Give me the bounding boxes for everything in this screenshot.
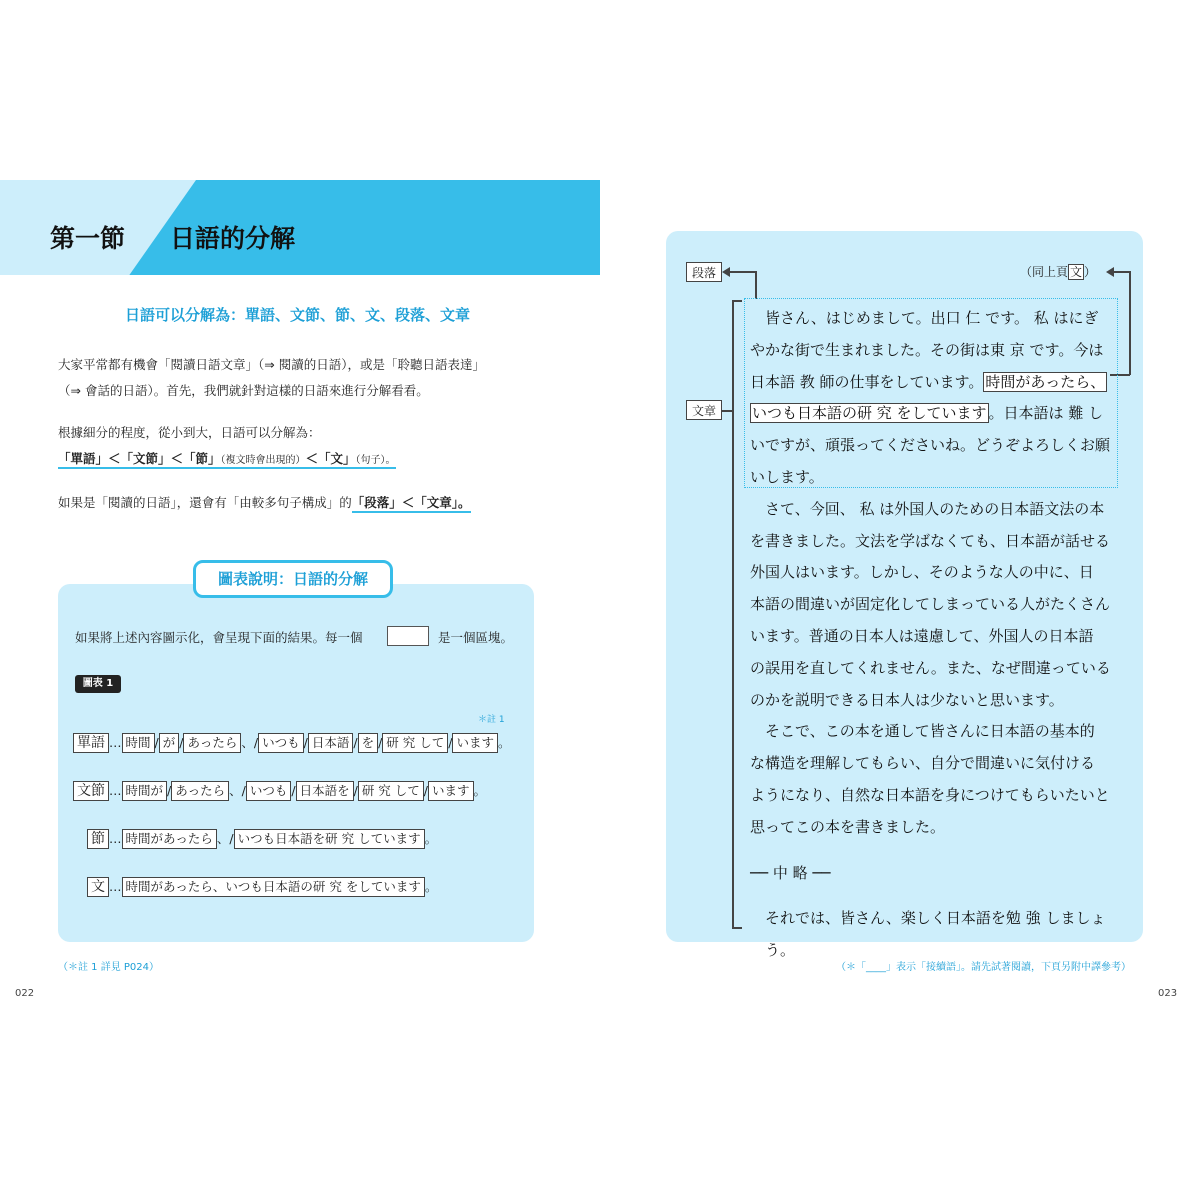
text-line: 本語の間違いが固定化してしまっている人がたくさん <box>750 595 1111 614</box>
text-line: いつも日本語の研 究 をしています 。日本語は 難 し <box>752 404 1104 423</box>
paragraph-text-hierarchy: 「段落」＜「文章」。 <box>352 495 471 513</box>
ditto-note: （同上頁 文 ） <box>1020 265 1097 279</box>
text-bracket <box>732 927 742 929</box>
row-label: 節 <box>87 829 109 849</box>
intro-line: （⇒ 會話的日語）。首先，我們就針對這樣的日語來進行分解看看。 <box>58 383 429 398</box>
text-line: さて、今回、 私 は外国人のための日本語文法の本 <box>765 499 1105 518</box>
text-line: やかな街で生まれました。その街は東 京 です。今は <box>750 340 1104 359</box>
text-line: の誤用を直してくれません。また、なぜ間違っている <box>750 658 1111 677</box>
text-bracket <box>732 300 734 928</box>
intro-paragraph-2 <box>58 420 538 474</box>
intro-line: 大家平常都有機會「閱讀日語文章」（⇒ 閱讀的日語），或是「聆聽日語表達」 <box>58 357 485 372</box>
text-line: 皆さん、はじめまして。出口 仁 です。 私 はにぎ <box>765 309 1099 327</box>
text-line: ようになり、自然な日本語を身につけてもらいたいと <box>750 785 1110 804</box>
row-setsu: 節 … 時間があったら 、/ いつも日本語を研 究 しています 。 <box>87 829 437 849</box>
text-line: 思ってこの本を書きました。 <box>750 817 946 836</box>
arrow-head-icon <box>1106 267 1114 277</box>
page-number-left: 022 <box>15 988 35 999</box>
text-bracket <box>732 300 742 302</box>
diagram-intro: 如果將上述內容圖示化，會呈現下面的結果。每一個 <box>75 630 363 645</box>
section-title: 日語的分解 <box>170 224 296 253</box>
figure-tag: 圖表 1 <box>75 675 121 693</box>
text-bracket <box>722 410 732 412</box>
text-line: のかを説明できる日本人は少ないと思います。 <box>750 690 1064 709</box>
section-number: 第一節 <box>50 224 126 253</box>
arrow-line <box>1112 271 1130 273</box>
arrow-line <box>726 271 756 273</box>
row-tango: 單語 … 時間 / が / あったら 、/ いつも / 日本語 / を / 研 究 して / います 。 <box>73 733 511 753</box>
footnote-left: （＊註 1 詳見 P024） <box>58 962 160 973</box>
note-marker: ＊註 1 <box>478 715 505 725</box>
text-line: 外国人はいます。しかし、そのような人の中に、日 <box>750 563 1094 582</box>
subtitle: 日語可以分解為：單語、文節、節、文、段落、文章 <box>124 306 470 324</box>
intro-line: 根據細分的程度，從小到大，日語可以分解為： <box>58 425 321 440</box>
text-line: いします。 <box>750 467 824 486</box>
diagram-intro-tail: 是一個區塊。 <box>438 630 514 645</box>
footnote-right: （＊「____」表示「接續語」。請先試著閱讀，下頁另附中譯參考） <box>836 962 1131 973</box>
text-line: それでは、皆さん、楽しく日本語を勉 強 しましょう。 <box>765 909 1106 960</box>
text-line: そこで、この本を通して皆さんに日本語の基本的 <box>765 722 1095 741</box>
diagram-title-pill: 圖表說明：日語的分解 <box>193 560 393 598</box>
arrow-line <box>1129 271 1131 375</box>
intro-paragraph-3: 如果是「閱讀的日語」，還會有「由較多句子構成」的「段落」＜「文章」。 <box>58 490 538 516</box>
text-line: を書きました。文法を学ばなくても、日本語が話せる <box>750 531 1111 550</box>
text-line: います。普通の日本人は遠慮して、外国人の日本語 <box>750 626 1094 645</box>
arrow-line <box>755 271 757 299</box>
arrow-head-icon <box>722 267 730 277</box>
row-label: 單語 <box>73 733 109 753</box>
text-line: な構造を理解してもらい、自分で間違いに気付ける <box>750 754 1096 773</box>
intro-paragraph-1 <box>58 352 538 404</box>
japanese-text <box>750 303 1115 967</box>
intro-line <box>58 446 538 474</box>
row-bun: 文 … 時間があったら、いつも日本語の研 究 をしています 。 <box>87 877 437 897</box>
row-bunsetsu: 文節 … 時間が / あったら 、/ いつも / 日本語を / 研 究 して / います 。 <box>73 781 486 801</box>
hierarchy-text: 「單語」＜「文節」＜「節」（複文時會出現的）＜「文」（句子）。 <box>58 451 396 469</box>
label-text: 文章 <box>686 400 722 420</box>
row-label: 文 <box>87 877 109 897</box>
page-number-right: 023 <box>1158 988 1178 999</box>
text-line: 日本語 教 師の仕事をしています。 時間があったら、 <box>750 372 1106 391</box>
text-line: いですが、頑張ってくださいね。どうぞよろしくお願 <box>750 436 1111 455</box>
block-sample <box>387 626 429 646</box>
text-line: ── 中 略 ── <box>750 863 831 882</box>
label-paragraph: 段落 <box>686 262 722 282</box>
row-label: 文節 <box>73 781 109 801</box>
